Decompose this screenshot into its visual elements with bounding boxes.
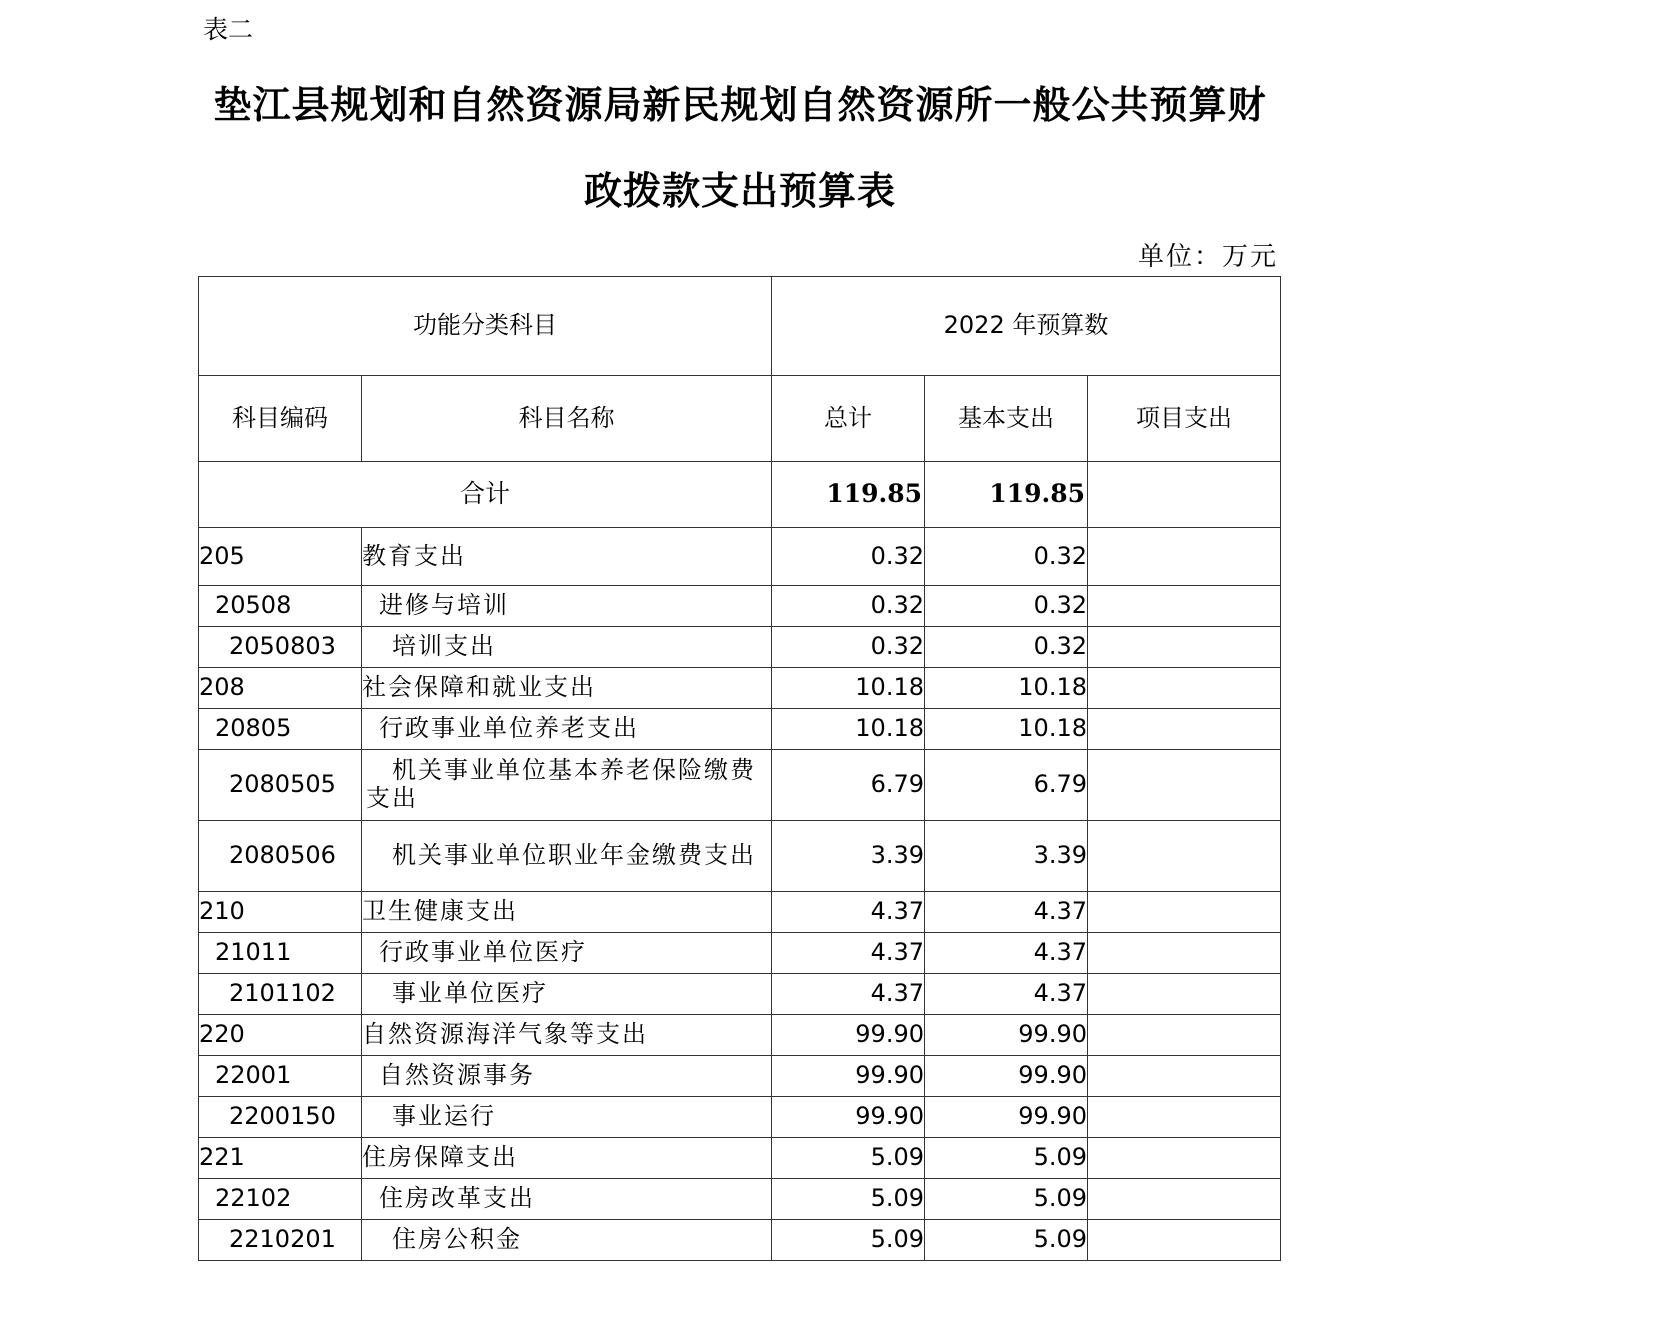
header-total: 总计 [772, 376, 925, 462]
row-basic: 99.90 [925, 1056, 1088, 1097]
row-name: 行政事业单位养老支出 [362, 709, 772, 750]
row-total: 4.37 [772, 974, 925, 1015]
table-row [199, 1179, 1281, 1220]
budget-table [198, 276, 1281, 1261]
row-project [1088, 1015, 1281, 1056]
row-code: 22102 [199, 1179, 362, 1220]
row-basic: 6.79 [925, 750, 1088, 821]
table-row [199, 1056, 1281, 1097]
row-project [1088, 586, 1281, 627]
total-basic: 119.85 [925, 462, 1088, 528]
table-row [199, 750, 1281, 821]
row-code: 2101102 [199, 974, 362, 1015]
row-code: 220 [199, 1015, 362, 1056]
row-project [1088, 974, 1281, 1015]
table-row [199, 1220, 1281, 1261]
row-total: 0.32 [772, 586, 925, 627]
row-basic: 0.32 [925, 528, 1088, 586]
row-total: 6.79 [772, 750, 925, 821]
page-title-line-1: 垫江县规划和自然资源局新民规划自然资源所一般公共预算财 [213, 82, 1267, 127]
table-row [199, 668, 1281, 709]
row-name: 事业单位医疗 [362, 974, 772, 1015]
header-budget-group: 2022 年预算数 [772, 277, 1281, 376]
row-name: 行政事业单位医疗 [362, 933, 772, 974]
row-code: 208 [199, 668, 362, 709]
row-total: 4.37 [772, 933, 925, 974]
row-basic: 0.32 [925, 627, 1088, 668]
row-total: 5.09 [772, 1220, 925, 1261]
table-label: 表二 [203, 15, 254, 44]
row-total: 99.90 [772, 1015, 925, 1056]
row-name: 教育支出 [362, 528, 772, 586]
row-name: 社会保障和就业支出 [362, 668, 772, 709]
table-row [199, 1138, 1281, 1179]
row-basic: 5.09 [925, 1220, 1088, 1261]
row-name: 事业运行 [362, 1097, 772, 1138]
row-basic: 10.18 [925, 709, 1088, 750]
row-project [1088, 892, 1281, 933]
row-total: 0.32 [772, 627, 925, 668]
row-name: 住房改革支出 [362, 1179, 772, 1220]
row-total: 99.90 [772, 1097, 925, 1138]
row-total: 10.18 [772, 668, 925, 709]
row-project [1088, 1056, 1281, 1097]
row-basic: 10.18 [925, 668, 1088, 709]
total-project [1088, 462, 1281, 528]
total-label: 合计 [199, 462, 772, 528]
row-project [1088, 528, 1281, 586]
header-row-group [199, 277, 1281, 376]
total-row [199, 462, 1281, 528]
row-name: 住房保障支出 [362, 1138, 772, 1179]
row-total: 10.18 [772, 709, 925, 750]
row-basic: 3.39 [925, 821, 1088, 892]
row-code: 20508 [199, 586, 362, 627]
table-row [199, 709, 1281, 750]
row-total: 5.09 [772, 1179, 925, 1220]
row-basic: 99.90 [925, 1097, 1088, 1138]
row-name: 自然资源海洋气象等支出 [362, 1015, 772, 1056]
row-code: 210 [199, 892, 362, 933]
row-basic: 0.32 [925, 586, 1088, 627]
row-project [1088, 1179, 1281, 1220]
table-row [199, 586, 1281, 627]
row-code: 205 [199, 528, 362, 586]
table-row [199, 974, 1281, 1015]
row-code: 21011 [199, 933, 362, 974]
header-category-group: 功能分类科目 [199, 277, 772, 376]
row-project [1088, 709, 1281, 750]
row-basic: 4.37 [925, 892, 1088, 933]
row-total: 0.32 [772, 528, 925, 586]
row-total: 5.09 [772, 1138, 925, 1179]
table-row [199, 1097, 1281, 1138]
total-total: 119.85 [772, 462, 925, 528]
row-basic: 4.37 [925, 933, 1088, 974]
row-code: 2210201 [199, 1220, 362, 1261]
row-name: 机关事业单位基本养老保险缴费支出 [362, 750, 772, 821]
row-code: 2200150 [199, 1097, 362, 1138]
table-row [199, 1015, 1281, 1056]
header-row-columns [199, 376, 1281, 462]
header-basic: 基本支出 [925, 376, 1088, 462]
table-row [199, 892, 1281, 933]
row-total: 4.37 [772, 892, 925, 933]
row-project [1088, 821, 1281, 892]
row-code: 2080505 [199, 750, 362, 821]
row-name: 自然资源事务 [362, 1056, 772, 1097]
row-name: 机关事业单位职业年金缴费支出 [362, 821, 772, 892]
page-title-line-2: 政拨款支出预算表 [583, 168, 896, 213]
header-code: 科目编码 [199, 376, 362, 462]
row-code: 2050803 [199, 627, 362, 668]
row-project [1088, 1138, 1281, 1179]
table-row [199, 627, 1281, 668]
table-row [199, 933, 1281, 974]
row-basic: 99.90 [925, 1015, 1088, 1056]
header-name: 科目名称 [362, 376, 772, 462]
row-code: 22001 [199, 1056, 362, 1097]
row-name: 进修与培训 [362, 586, 772, 627]
row-project [1088, 1220, 1281, 1261]
row-project [1088, 627, 1281, 668]
row-code: 20805 [199, 709, 362, 750]
row-project [1088, 933, 1281, 974]
row-total: 99.90 [772, 1056, 925, 1097]
row-total: 3.39 [772, 821, 925, 892]
row-basic: 4.37 [925, 974, 1088, 1015]
row-name: 住房公积金 [362, 1220, 772, 1261]
row-project [1088, 668, 1281, 709]
unit-label: 单位：万元 [1137, 242, 1278, 272]
row-code: 221 [199, 1138, 362, 1179]
row-project [1088, 750, 1281, 821]
row-code: 2080506 [199, 821, 362, 892]
row-basic: 5.09 [925, 1179, 1088, 1220]
table-row [199, 821, 1281, 892]
header-project: 项目支出 [1088, 376, 1281, 462]
row-name: 卫生健康支出 [362, 892, 772, 933]
table-row [199, 528, 1281, 586]
row-name: 培训支出 [362, 627, 772, 668]
row-project [1088, 1097, 1281, 1138]
row-basic: 5.09 [925, 1138, 1088, 1179]
